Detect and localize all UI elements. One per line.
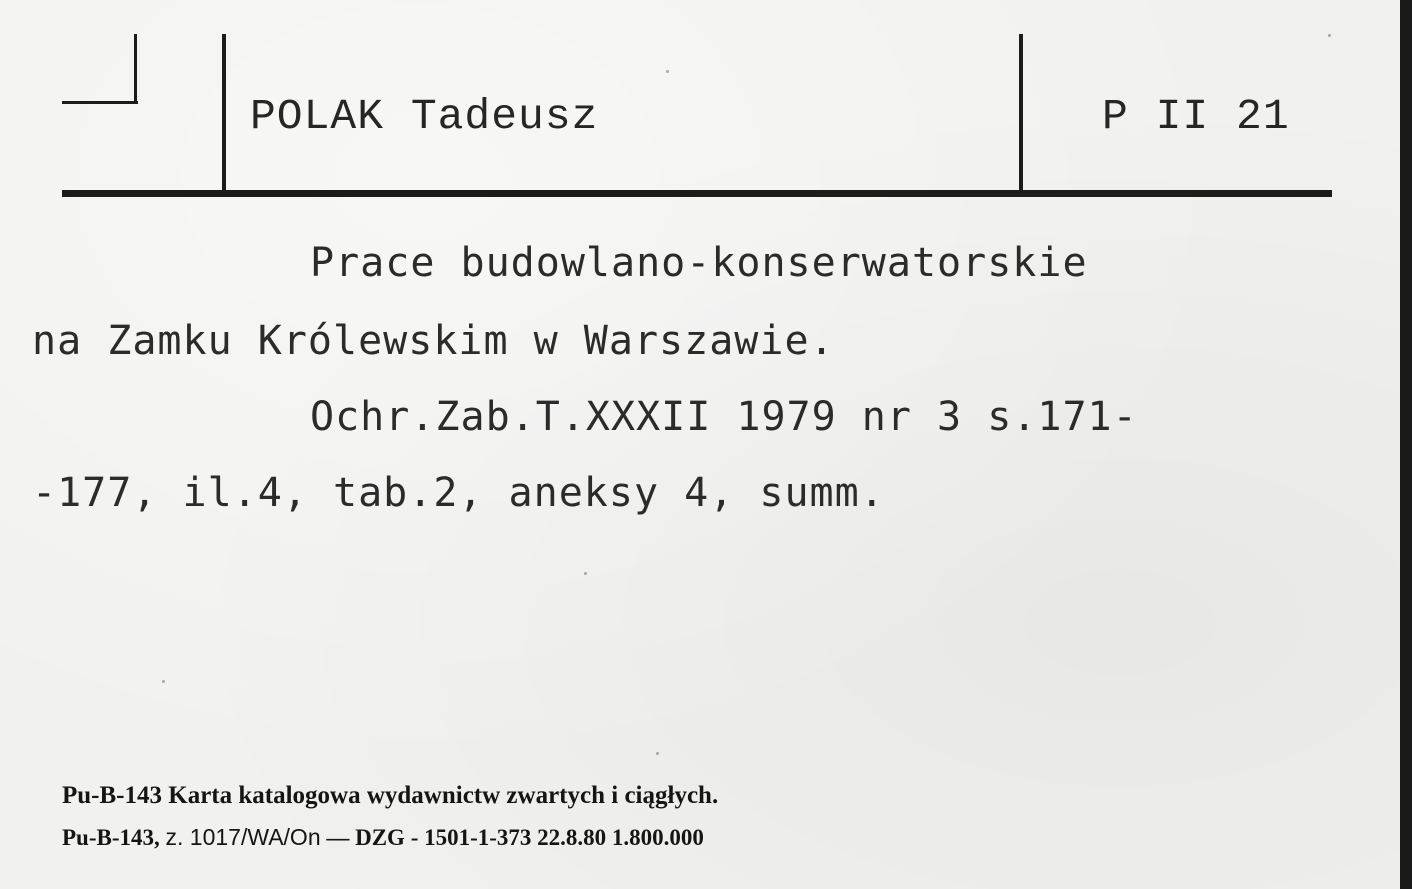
source-line-2: -177, il.4, tab.2, aneksy 4, summ. [32,470,885,516]
print-order: z. 1017/WA/On [165,824,321,850]
form-code: Pu-B-143 [62,782,162,809]
header-divider-right [1019,34,1023,192]
dust-speck [656,752,659,755]
shelf-signature: P II 21 [1102,92,1290,141]
header-divider-left [222,34,226,192]
print-run: — DZG - 1501-1-373 22.8.80 1.800.000 [326,825,704,850]
index-mark-vertical [134,34,137,104]
index-mark-horizontal [62,101,138,104]
form-caption [62,782,718,810]
dust-speck [1328,34,1331,37]
source-line-1: Ochr.Zab.T.XXXII 1979 nr 3 s.171- [310,394,1138,440]
dust-speck [584,572,587,575]
dust-speck [162,680,165,683]
header-rule [62,190,1332,197]
title-line-2: na Zamku Królewskim w Warszawie. [32,318,835,364]
author-heading: POLAK Tadeusz [250,92,599,141]
title-line-1: Prace budowlano-konserwatorskie [310,240,1088,286]
print-info [62,824,704,851]
print-code: Pu-B-143, [62,825,160,850]
form-title: Karta katalogowa wydawnictw zwartych i ciągłych. [168,782,719,809]
dust-speck [666,70,669,73]
